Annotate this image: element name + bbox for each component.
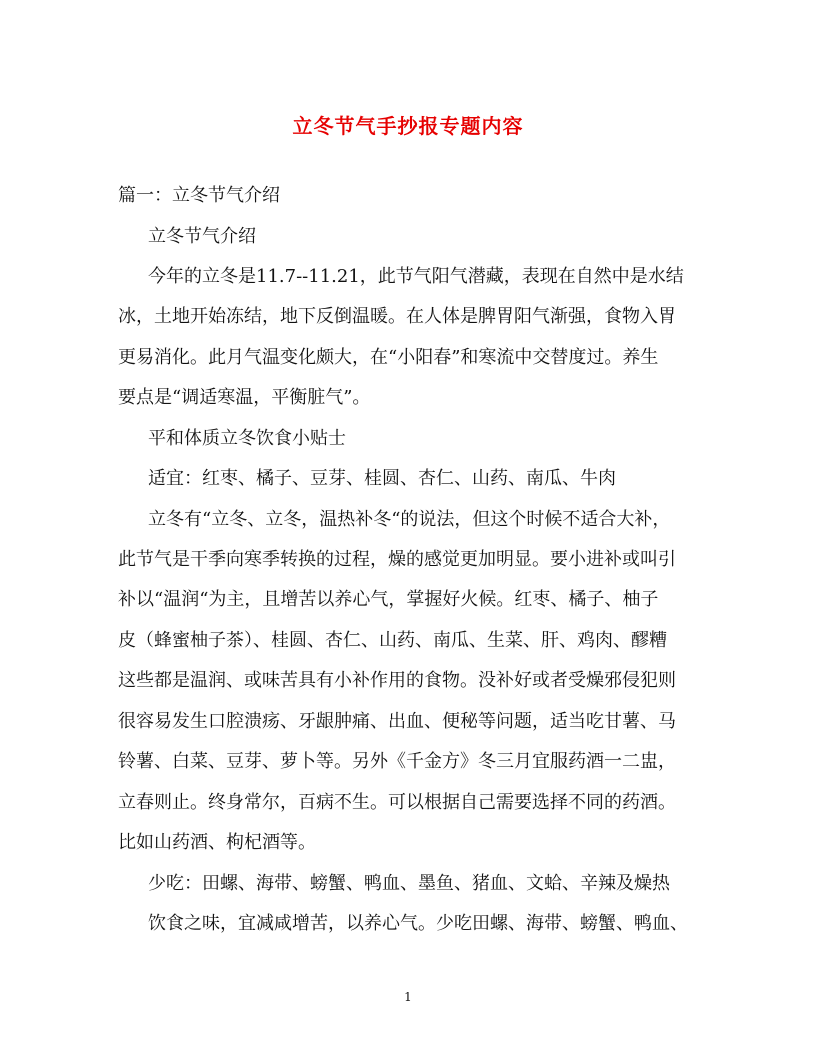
paragraph-line: 少吃：田螺、海带、螃蟹、鸭血、墨鱼、猪血、文蛤、辛辣及燥热 <box>148 873 670 894</box>
section-heading: 篇一：立冬节气介绍 <box>118 185 280 206</box>
paragraph-line: 此节气是干季向寒季转换的过程，燥的感觉更加明显。要小进补或叫引 <box>118 549 676 570</box>
paragraph-line: 今年的立冬是11.7--11.21，此节气阳气潜藏，表现在自然中是水结 <box>148 266 684 287</box>
paragraph-line: 要点是“调适寒温，平衡脏气”。 <box>118 387 371 408</box>
paragraph-line: 皮（蜂蜜柚子茶）、桂圆、杏仁、山药、南瓜、生菜、肝、鸡肉、醪糟 <box>118 630 667 651</box>
paragraph-line: 更易消化。此月气温变化颇大，在“小阳春”和寒流中交替度过。养生 <box>118 347 659 368</box>
paragraph-line: 立春则止。终身常尔，百病不生。可以根据自己需要选择不同的药酒。 <box>118 792 676 813</box>
paragraph-line: 冰，土地开始冻结，地下反倒温暖。在人体是脾胃阳气渐强，食物入胃 <box>118 306 676 327</box>
paragraph-line: 饮食之味，宜减咸增苦，以养心气。少吃田螺、海带、螃蟹、鸭血、 <box>148 913 688 934</box>
page-title: 立冬节气手抄报专题内容 <box>292 114 524 138</box>
subsection-heading: 立冬节气介绍 <box>148 226 256 247</box>
paragraph-line: 这些都是温润、或味苦具有小补作用的食物。没补好或者受燥邪侵犯则 <box>118 670 676 691</box>
paragraph-line: 适宜：红枣、橘子、豆芽、桂圆、杏仁、山药、南瓜、牛肉 <box>148 468 616 489</box>
page-number: 1 <box>404 990 412 1004</box>
paragraph-line: 铃薯、白菜、豆芽、萝卜等。另外《千金方》冬三月宜服药酒一二盅， <box>118 751 676 772</box>
subsection-heading: 平和体质立冬饮食小贴士 <box>148 428 346 449</box>
paragraph-line: 比如山药酒、枸杞酒等。 <box>118 832 316 853</box>
paragraph-line: 立冬有“立冬、立冬，温热补冬“的说法，但这个时候不适合大补， <box>148 509 671 530</box>
paragraph-line: 很容易发生口腔溃疡、牙龈肿痛、出血、便秘等问题，适当吃甘薯、马 <box>118 711 676 732</box>
paragraph-line: 补以“温润“为主，且增苦以养心气，掌握好火候。红枣、橘子、柚子 <box>118 589 659 610</box>
